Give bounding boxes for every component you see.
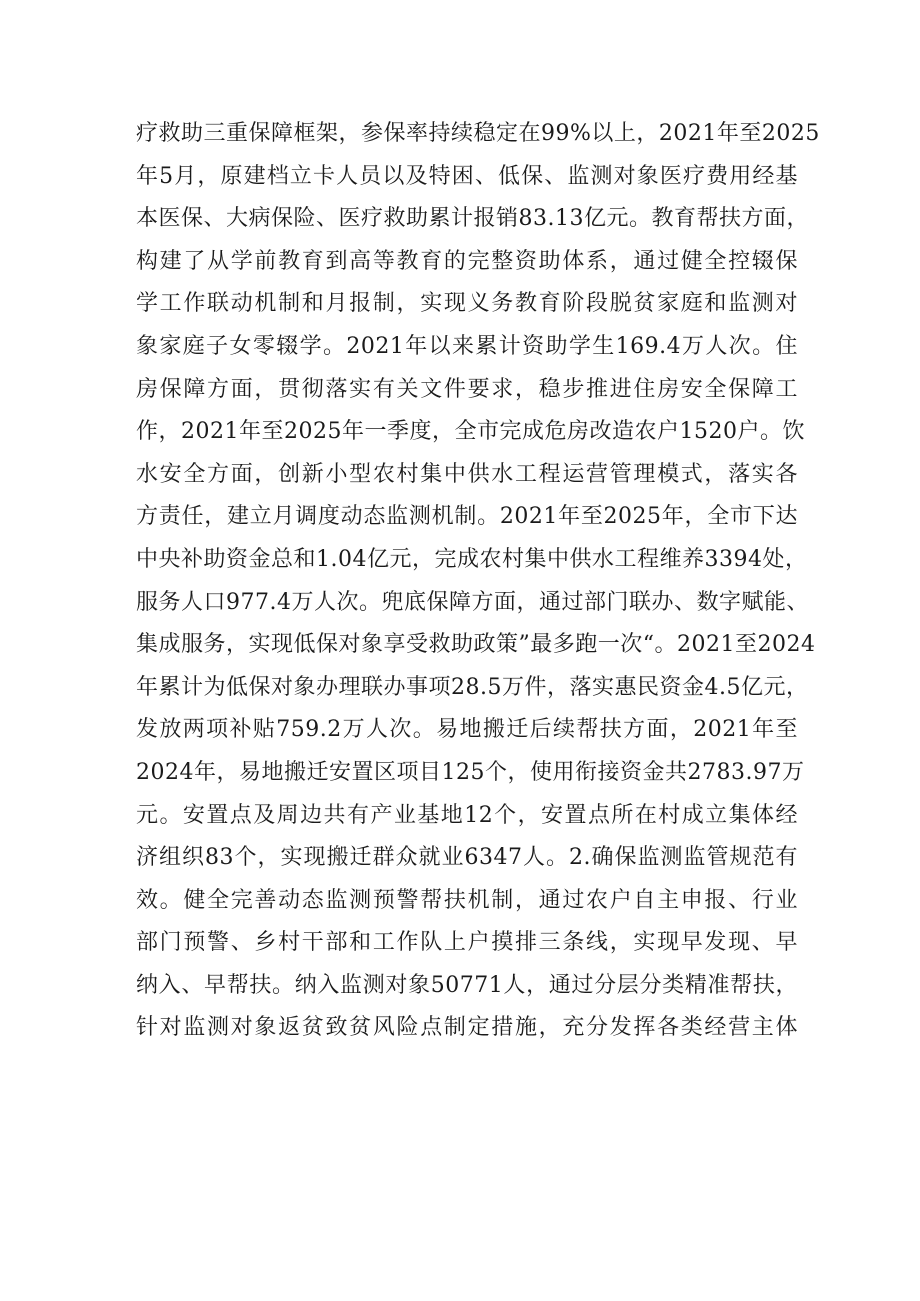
text-line: 象家庭子女零辍学。2021年以来累计资助学生169.4万人次。住 [136,333,798,359]
text-line: 学工作联动机制和月报制，实现义务教育阶段脱贫家庭和监测对 [136,291,798,317]
text-line: 服务人口977.4万人次。兜底保障方面，通过部门联办、数字赋能、 [136,589,809,615]
text-line: 针对监测对象返贫致贫风险点制定措施，充分发挥各类经营主体 [136,1015,798,1041]
text-line: 元。安置点及周边共有产业基地12个，安置点所在村成立集体经 [136,802,798,828]
text-line: 效。健全完善动态监测预警帮扶机制，通过农户自主申报、行业 [136,887,798,913]
text-line: 年5月，原建档立卡人员以及特困、低保、监测对象医疗费用经基 [136,163,798,189]
text-line: 发放两项补贴759.2万人次。易地搬迁后续帮扶方面，2021年至 [136,717,798,743]
text-line: 构建了从学前教育到高等教育的完整资助体系，通过健全控辍保 [136,248,798,274]
text-line: 水安全方面，创新小型农村集中供水工程运营管理模式，落实各 [136,461,798,487]
text-line: 房保障方面，贯彻落实有关文件要求，稳步推进住房安全保障工 [136,376,798,402]
text-line: 作，2021年至2025年一季度，全市完成危房改造农户1520户。饮 [136,419,805,445]
text-line: 年累计为低保对象办理联办事项28.5万件，落实惠民资金4.5亿元， [136,674,809,700]
text-line: 2024年，易地搬迁安置区项目125个，使用衔接资金共2783.97万 [136,759,805,785]
text-line: 集成服务，实现低保对象享受救助政策”最多跑一次“。2021至2024 [136,632,816,658]
text-line: 本医保、大病保险、医疗救助累计报销83.13亿元。教育帮扶方面， [136,206,809,232]
text-line: 疗救助三重保障框架，参保率持续稳定在99%以上，2021年至2025 [136,121,820,146]
text-line: 纳入、早帮扶。纳入监测对象50771人，通过分层分类精准帮扶， [136,972,798,998]
text-line: 方责任，建立月调度动态监测机制。2021年至2025年，全市下达 [136,504,798,530]
text-line: 中央补助资金总和1.04亿元，完成农村集中供水工程维养3394处， [136,546,808,572]
body-text [136,113,820,1050]
text-line: 济组织83个，实现搬迁群众就业6347人。2.确保监测监管规范有 [136,845,798,871]
text-line: 部门预警、乡村干部和工作队上户摸排三条线，实现早发现、早 [136,930,798,956]
